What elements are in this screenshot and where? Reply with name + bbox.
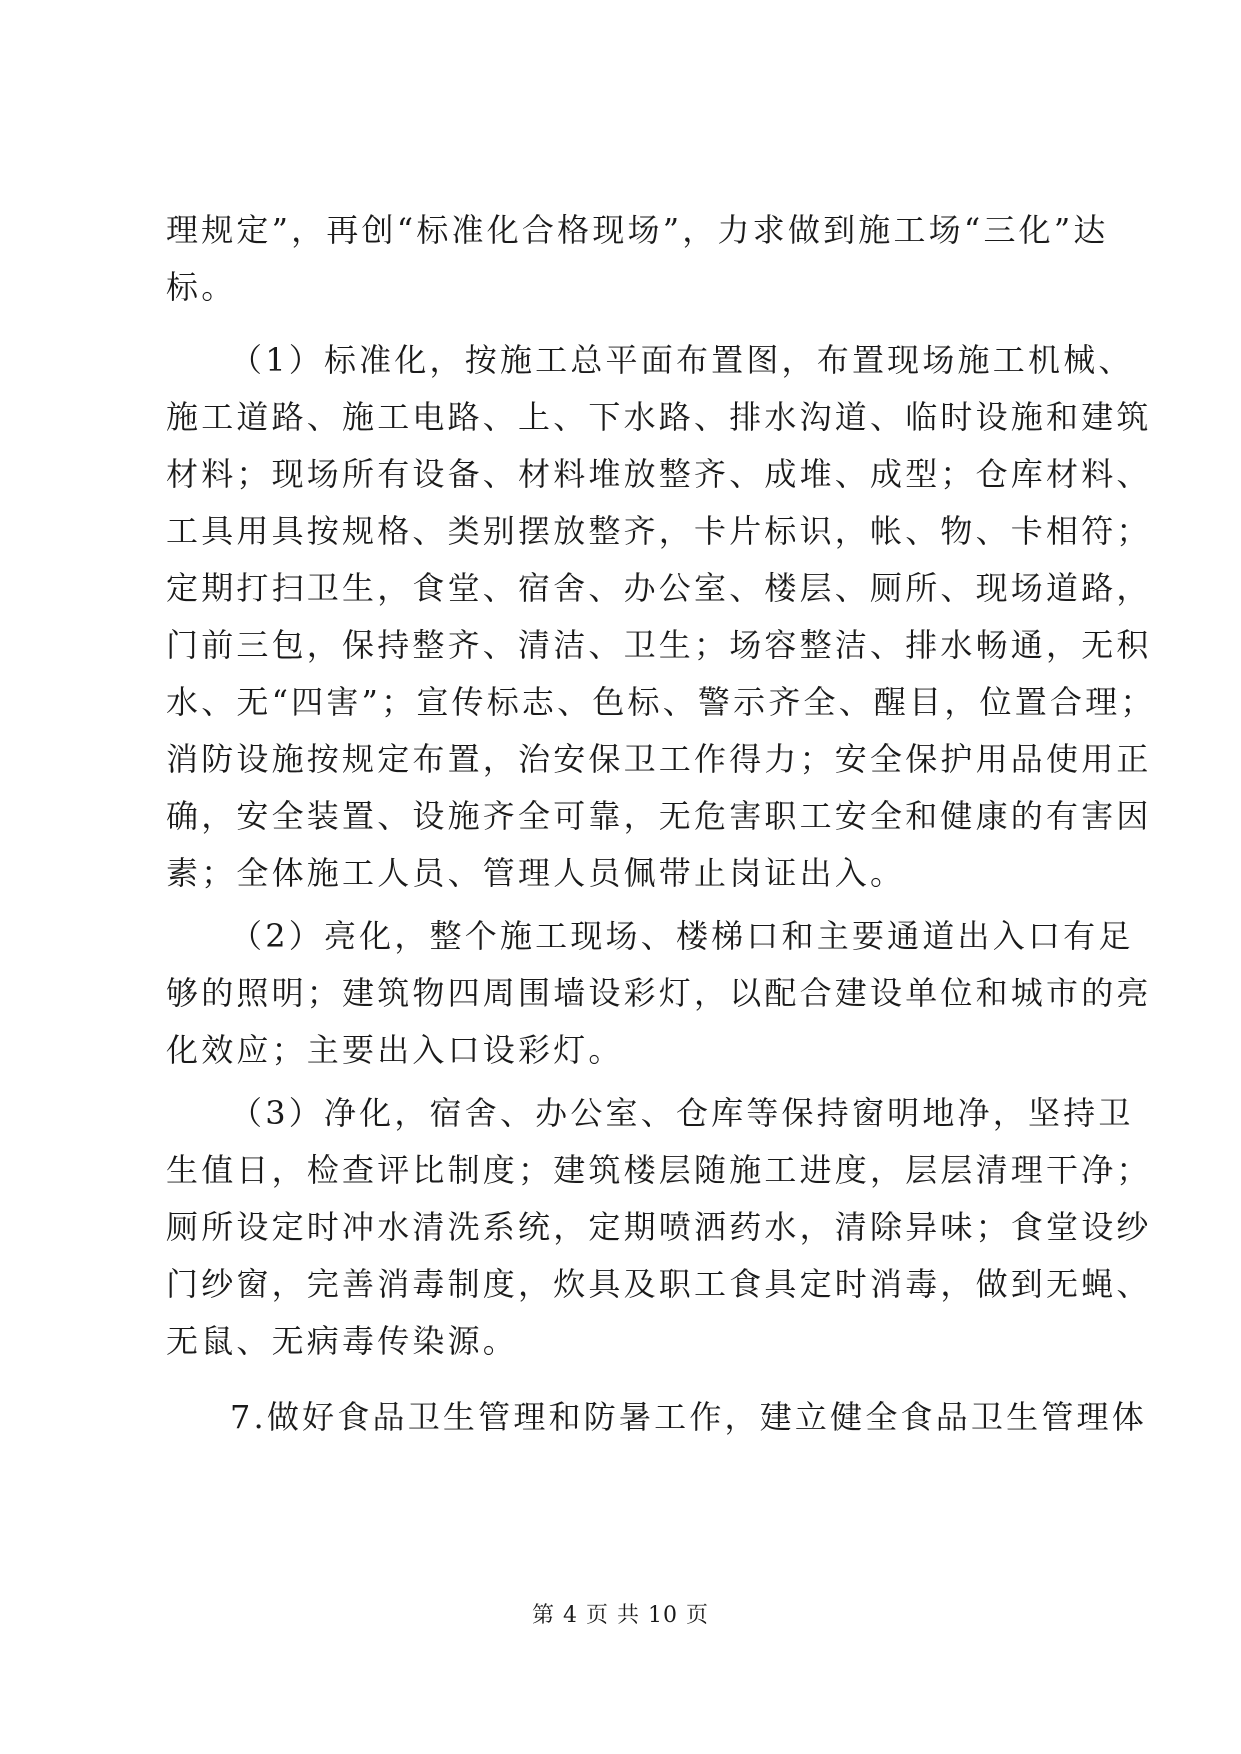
body-text-line: 化效应；主要出入口设彩灯。 [166, 1031, 624, 1069]
body-text-line: 施工道路、施工电路、上、下水路、排水沟道、临时设施和建筑 [166, 398, 1152, 436]
page-number-footer: 第 4 页 共 10 页 [532, 1603, 709, 1628]
paragraph-standardization-start: （1）标准化，按施工总平面布置图，布置现场施工机械、 [230, 341, 1134, 379]
paragraph-cleaning-start: （3）净化，宿舍、办公室、仓库等保持窗明地净，坚持卫 [230, 1094, 1134, 1132]
body-text-line: 生值日，检查评比制度；建筑楼层随施工进度，层层清理干净； [166, 1151, 1152, 1189]
paragraph-lighting-start: （2）亮化，整个施工现场、楼梯口和主要通道出入口有足 [230, 917, 1134, 955]
body-text-line: 工具用具按规格、类别摆放整齐，卡片标识，帐、物、卡相符； [166, 512, 1152, 550]
body-text-line: 无鼠、无病毒传染源。 [166, 1322, 519, 1360]
body-text-line: 确，安全装置、设施齐全可靠，无危害职工安全和健康的有害因 [166, 797, 1152, 835]
body-text-line: 标。 [166, 268, 237, 306]
body-text-line: 厕所设定时冲水清洗系统，定期喷洒药水，清除异味；食堂设纱 [166, 1208, 1152, 1246]
body-text-line: 定期打扫卫生，食堂、宿舍、办公室、楼层、厕所、现场道路， [166, 569, 1152, 607]
body-text-line: 水、无“四害”；宣传标志、色标、警示齐全、醒目，位置合理； [166, 683, 1156, 721]
body-text-line: 消防设施按规定布置，治安保卫工作得力；安全保护用品使用正 [166, 740, 1152, 778]
paragraph-food-hygiene-start: 7.做好食品卫生管理和防暑工作，建立健全食品卫生管理体 [230, 1398, 1147, 1436]
body-text-line: 素；全体施工人员、管理人员佩带止岗证出入。 [166, 854, 906, 892]
body-text-line: 门前三包，保持整齐、清洁、卫生；场容整洁、排水畅通，无积 [166, 626, 1152, 664]
body-text-line: 够的照明；建筑物四周围墙设彩灯，以配合建设单位和城市的亮 [166, 974, 1152, 1012]
body-text-line: 材料；现场所有设备、材料堆放整齐、成堆、成型；仓库材料、 [166, 455, 1152, 493]
body-text-line: 理规定”，再创“标准化合格现场”，力求做到施工场“三化”达 [166, 211, 1109, 249]
body-text-line: 门纱窗，完善消毒制度，炊具及职工食具定时消毒，做到无蝇、 [166, 1265, 1152, 1303]
